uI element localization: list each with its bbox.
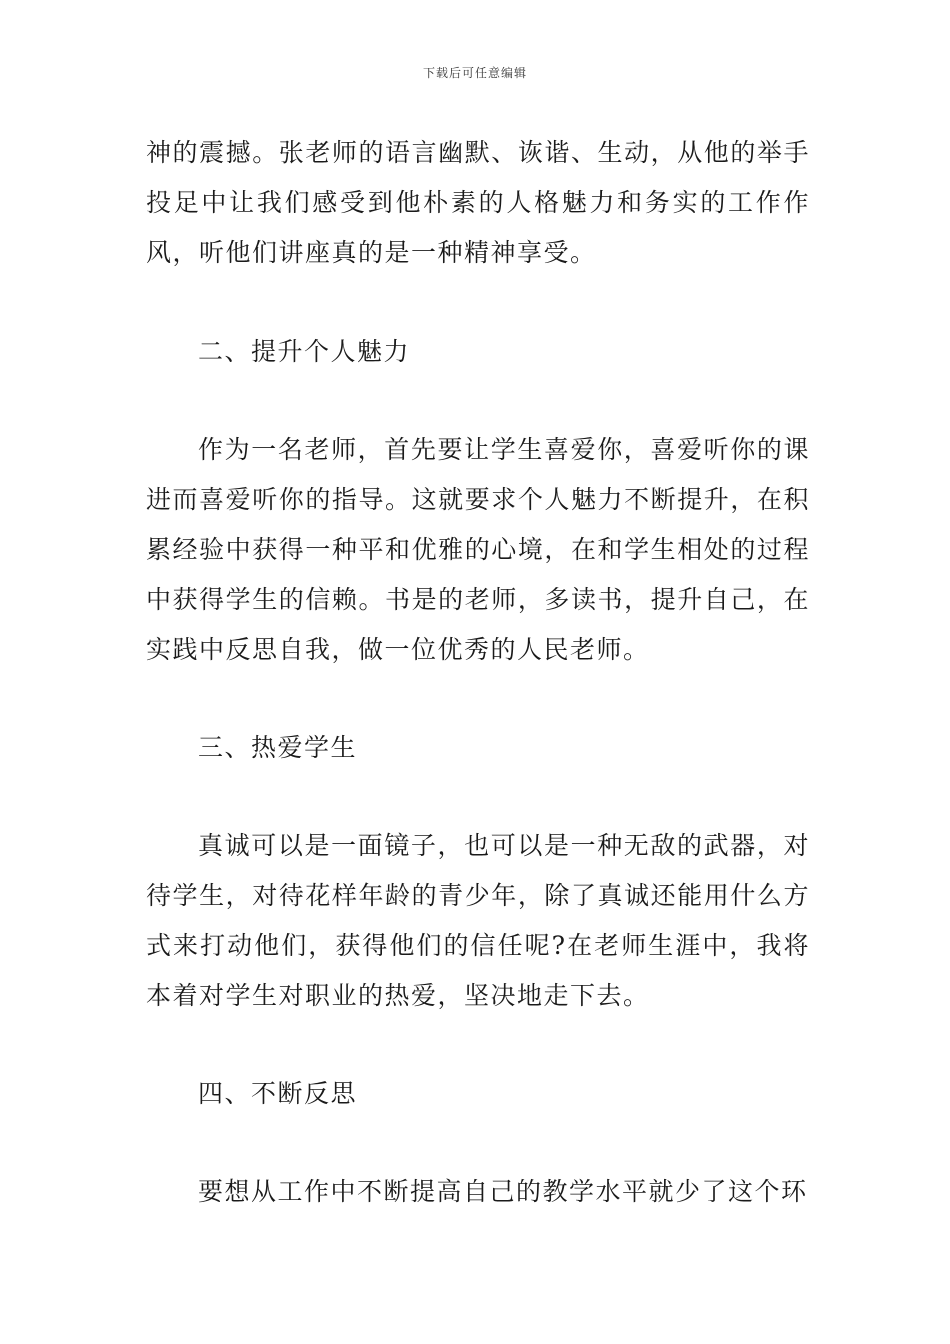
paragraph-love-students: 真诚可以是一面镜子，也可以是一种无敌的武器，对待学生，对待花样年龄的青少年，除了真诚还能用什么方式来打动他们，获得他们的信任呢?在老师生涯中，我将本着对学生对职业的热爱，坚决地走下去。	[146, 831, 810, 1010]
paragraph-personal-charm: 作为一名老师，首先要让学生喜爱你，喜爱听你的课进而喜爱听你的指导。这就要求个人魅力不断提升，在积累经验中获得一种平和优雅的心境，在和学生相处的过程中获得学生的信赖。书是的老师，多读书，提升自己，在实践中反思自我，做一位优秀的人民老师。	[146, 435, 810, 664]
paragraph-reflection: 要想从工作中不断提高自己的教学水平就少了这个环	[198, 1177, 808, 1206]
document-body	[146, 128, 810, 1217]
paragraph-continuation: 神的震撼。张老师的语言幽默、诙谐、生动，从他的举手投足中让我们感受到他朴素的人格魅力和务实的工作作风，听他们讲座真的是一种精神享受。	[146, 138, 810, 267]
section-heading-2: 二、提升个人魅力	[198, 337, 411, 366]
section-heading-3: 三、热爱学生	[198, 733, 358, 762]
section-heading-4: 四、不断反思	[198, 1079, 358, 1108]
page-header: 下载后可任意编辑	[422, 66, 527, 80]
